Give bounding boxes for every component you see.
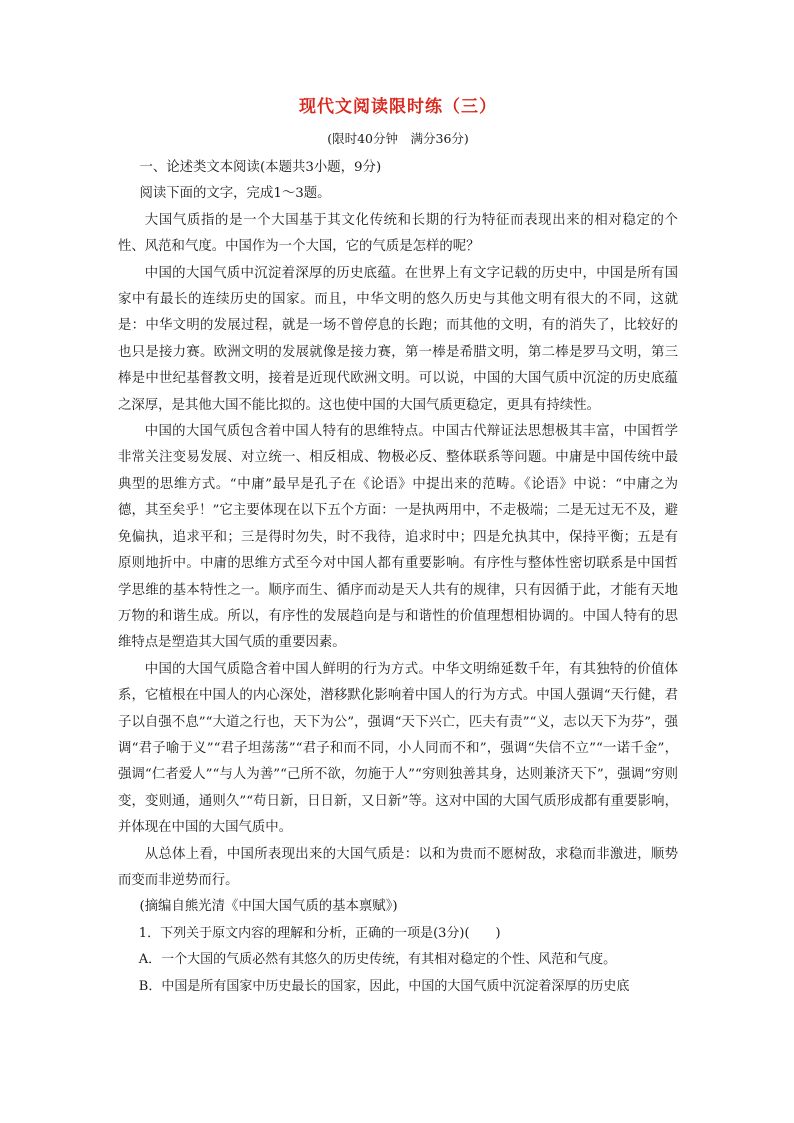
document-page (118, 95, 678, 1000)
reading-instruction: 阅读下面的文字，完成1～3题。 (139, 186, 331, 202)
page-title: 现代文阅读限时练（三） (299, 97, 497, 117)
time-limit-subtitle: (限时40分钟 满分36分) (327, 131, 469, 146)
paragraph-3: 中国的大国气质包含着中国人特有的思维特点。中国古代辩证法思想极其丰富，中国哲学非常关注变易发展、对立统一、相反相成、物极必反、整体联系等问题。中庸是中国传统中最典型的思维方式。“中庸”最早是孔子在《论语》中提出来的范畴。《论语》中说：“中庸之为德，其至矣乎！”它主要体现在以下五个方面：一是执两用中，不走极端；二是无过无不及，避免偏执，追求平和；三是得时勿失，时不我待，追求时中；四是允执其中，保持平衡；五是有原则地折中。中庸的思维方式至今对中国人都有重要影响。有序性与整体性密切联系是中国哲学思维的基本特性之一。顺序而生、循序而动是天人共有的规律，只有因循于此，才能有天地万物的和谐生成。所以，有序性的发展趋向是与和谐性的价值理想相协调的。中国人特有的思维特点是塑造其大国气质的重要因素。 (118, 424, 678, 651)
paragraph-4: 中国的大国气质隐含着中国人鲜明的行为方式。中华文明绵延数千年，有其独特的价值体系，它植根在中国人的内心深处，潜移默化影响着中国人的行为方式。中国人强调“天行健，君子以自强不息”“大道之行也，天下为公”，强调“天下兴亡，匹夫有责”“义，志以天下为芬”，强调“君子喻于义”“君子坦荡荡”“君子和而不同，小人同而不和”，强调“失信不立”“一诺千金”，强调“仁者爱人”“与人为善”“己所不欲，勿施于人”“穷则独善其身，达则兼济天下”，强调“穷则变，变则通，通则久”“苟日新，日日新，又日新”等。这对中国的大国气质形成都有重要影响，并体现在中国的大国气质中。 (118, 661, 678, 836)
paragraph-5: 从总体上看，中国所表现出来的大国气质是：以和为贵而不愿树敌，求稳而非激进，顺势而变而非逆势而行。 (118, 846, 678, 888)
article-source: (摘编自熊光清《中国大国气质的基本禀赋》) (139, 899, 398, 915)
option-a: A．一个大国的气质必然有其悠久的历史传统，有其相对稳定的个性、风范和气度。 (138, 952, 617, 968)
paragraph-2: 中国的大国气质中沉淀着深厚的历史底蕴。在世界上有文字记载的历史中，中国是所有国家中有最长的连续历史的国家。而且，中华文明的悠久历史与其他文明有很大的不同，这就是：中华文明的发展过程，就是一场不曾停息的长跑；而其他的文明，有的消失了，比较好的也只是接力赛。欧洲文明的发展就像是接力赛，第一棒是希腊文明，第二棒是罗马文明，第三棒是中世纪基督教文明，接着是近现代欧洲文明。可以说，中国的大国气质中沉淀的历史底蕴之深厚，是其他大国不能比拟的。这也使中国的大国气质更稳定，更具有持续性。 (118, 265, 678, 413)
question-1: 1．下列关于原文内容的理解和分析，正确的一项是(3分)( ) (138, 925, 501, 941)
option-b: B．中国是所有国家中历史最长的国家，因此，中国的大国气质中沉淀着深厚的历史底 (138, 978, 630, 994)
section-heading: 一、论述类文本阅读(本题共3小题，9分) (139, 160, 382, 175)
paragraph-1: 大国气质指的是一个大国基于其文化传统和长期的行为特征而表现出来的相对稳定的个性、风范和气度。中国作为一个大国，它的气质是怎样的呢？ (118, 212, 678, 255)
